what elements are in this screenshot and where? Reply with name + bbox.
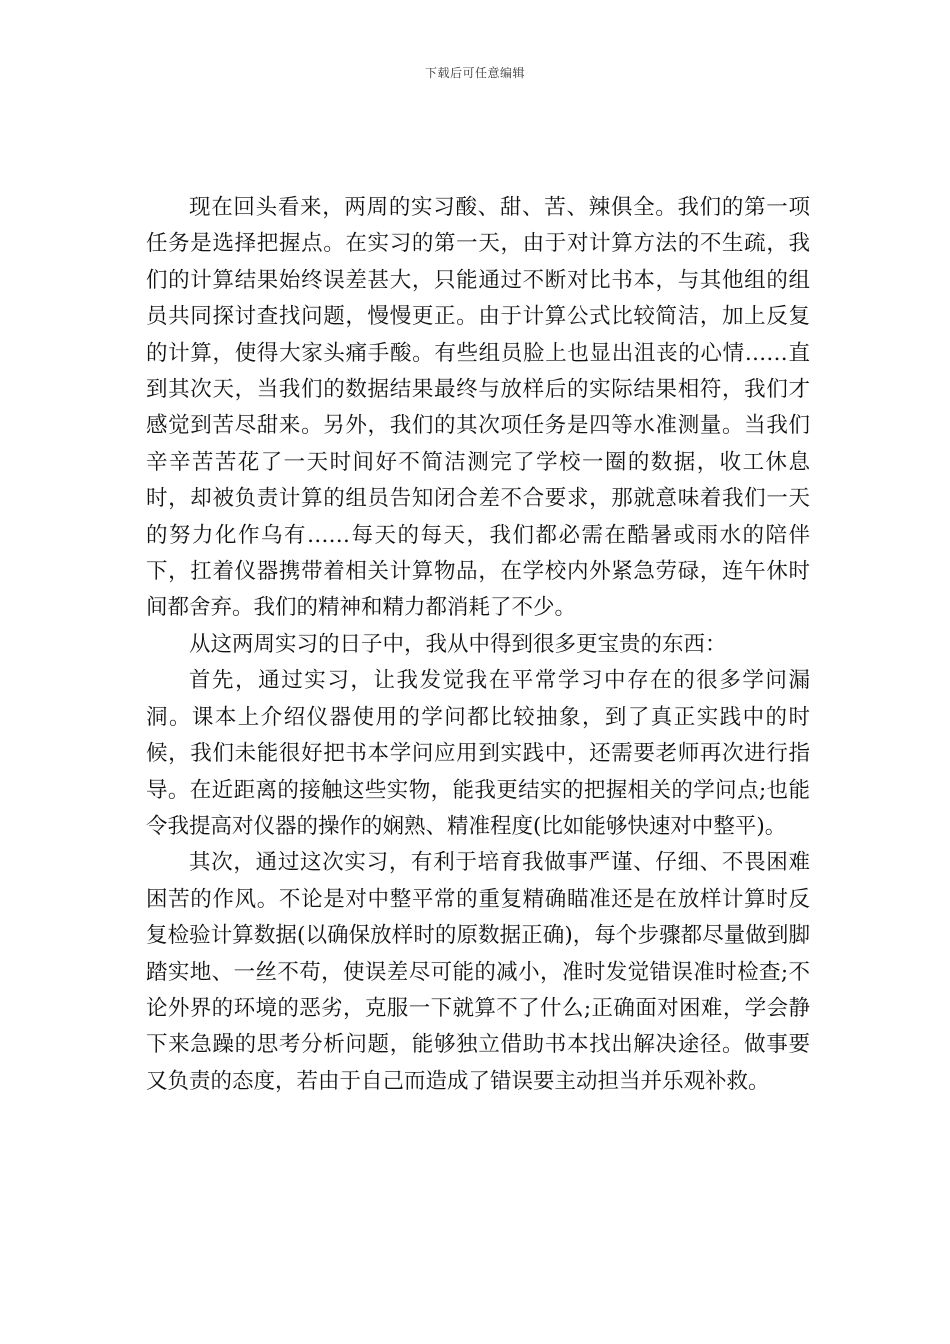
paragraph: 首先，通过实习，让我发觉我在平常学习中存在的很多学问漏洞。课本上介绍仪器使用的学问都比较抽象，到了真正实践中的时候，我们未能很好把书本学问应用到实践中，还需要老师再次进行指导。在近距离的接触这些实物，能我更结实的把握相关的学问点;也能令我提高对仪器的操作的娴熟、精准程度(比如能够快速对中整平)。 [146,668,810,839]
paragraph: 现在回头看来，两周的实习酸、甜、苦、辣俱全。我们的第一项任务是选择把握点。在实习的第一天，由于对计算方法的不生疏，我们的计算结果始终误差甚大，只能通过不断对比书本，与其他组的组员共同探讨查找问题，慢慢更正。由于计算公式比较简洁，加上反复的计算，使得大家头痛手酸。有些组员脸上也显出沮丧的心情……直到其次天，当我们的数据结果最终与放样后的实际结果相符，我们才感觉到苦尽甜来。另外，我们的其次项任务是四等水准测量。当我们辛辛苦苦花了一天时间好不简洁测完了学校一圈的数据，收工休息时，却被负责计算的组员告知闭合差不合要求，那就意味着我们一天的努力化作乌有……每天的每天，我们都必需在酷暑或雨水的陪伴下，扛着仪器携带着相关计算物品，在学校内外紧急劳碌，连午休时间都舍弃。我们的精神和精力都消耗了不少。 [146,195,810,621]
page-header: 下载后可任意编辑 [424,66,525,80]
document-body [146,190,810,1100]
paragraph: 其次，通过这次实习，有利于培育我做事严谨、仔细、不畏困难困苦的作风。不论是对中整平常的重复精确瞄准还是在放样计算时反复检验计算数据(以确保放样时的原数据正确)，每个步骤都尽量做到脚踏实地、一丝不苟，使误差尽可能的减小，准时发觉错误准时检查;不论外界的环境的恶劣，克服一下就算不了什么;正确面对困难，学会静下来急躁的思考分析问题，能够独立借助书本找出解决途径。做事要又负责的态度，若由于自己而造成了错误要主动担当并乐观补救。 [146,850,810,1094]
paragraph: 从这两周实习的日子中，我从中得到很多更宝贵的东西： [189,631,727,657]
